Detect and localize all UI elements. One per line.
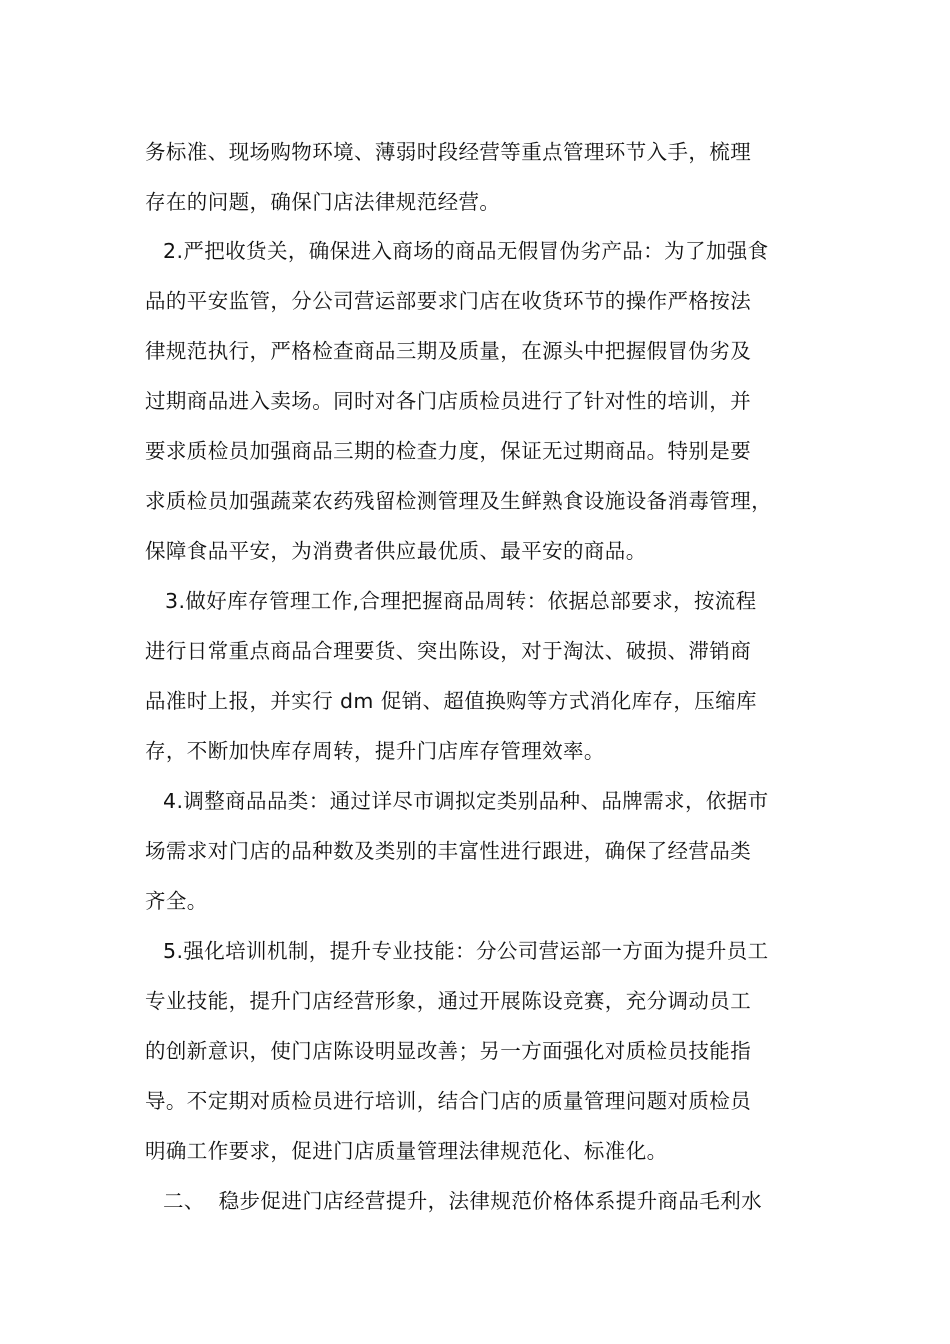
paragraph-start-line: 2.严把收货关，确保进入商场的商品无假冒伪劣产品：为了加强食	[163, 239, 769, 263]
paragraph-start-line: 4.调整商品品类：通过详尽市调拟定类别品种、品牌需求，依据市	[163, 789, 769, 813]
text-line: 进行日常重点商品合理要货、突出陈设，对于淘汰、破损、滞销商	[145, 639, 752, 663]
text-line: 存，不断加快库存周转，提升门店库存管理效率。	[145, 739, 605, 763]
text-line: 律规范执行，严格检查商品三期及质量，在源头中把握假冒伪劣及	[145, 339, 752, 363]
text-line: 要求质检员加强商品三期的检查力度，保证无过期商品。特别是要	[145, 439, 752, 463]
text-line: 保障食品平安，为消费者供应最优质、最平安的商品。	[145, 539, 647, 563]
text-line: 品准时上报，并实行 dm 促销、超值换购等方式消化库存，压缩库	[145, 689, 757, 713]
text-line: 求质检员加强蔬菜农药残留检测管理及生鲜熟食设施设备消毒管理，	[145, 489, 772, 513]
paragraph-start-line: 5.强化培训机制，提升专业技能：分公司营运部一方面为提升员工	[163, 939, 769, 963]
paragraph-start-line: 3.做好库存管理工作,合理把握商品周转：依据总部要求，按流程	[165, 589, 757, 613]
text-line: 的创新意识，使门店陈设明显改善；另一方面强化对质检员技能指	[145, 1039, 752, 1063]
section-heading-line: 二、 稳步促进门店经营提升，法律规范价格体系提升商品毛利水	[163, 1189, 763, 1213]
text-line: 场需求对门店的品种数及类别的丰富性进行跟进，确保了经营品类	[145, 839, 752, 863]
text-line: 导。不定期对质检员进行培训，结合门店的质量管理问题对质检员	[145, 1089, 752, 1113]
text-line: 齐全。	[145, 889, 208, 913]
text-line: 明确工作要求，促进门店质量管理法律规范化、标准化。	[145, 1139, 668, 1163]
text-line: 务标准、现场购物环境、薄弱时段经营等重点管理环节入手，梳理	[145, 140, 752, 164]
text-line: 专业技能，提升门店经营形象，通过开展陈设竞赛，充分调动员工	[145, 989, 752, 1013]
text-line: 存在的问题，确保门店法律规范经营。	[145, 190, 501, 214]
text-line: 过期商品进入卖场。同时对各门店质检员进行了针对性的培训，并	[145, 389, 752, 413]
text-line: 品的平安监管，分公司营运部要求门店在收货环节的操作严格按法	[145, 289, 752, 313]
